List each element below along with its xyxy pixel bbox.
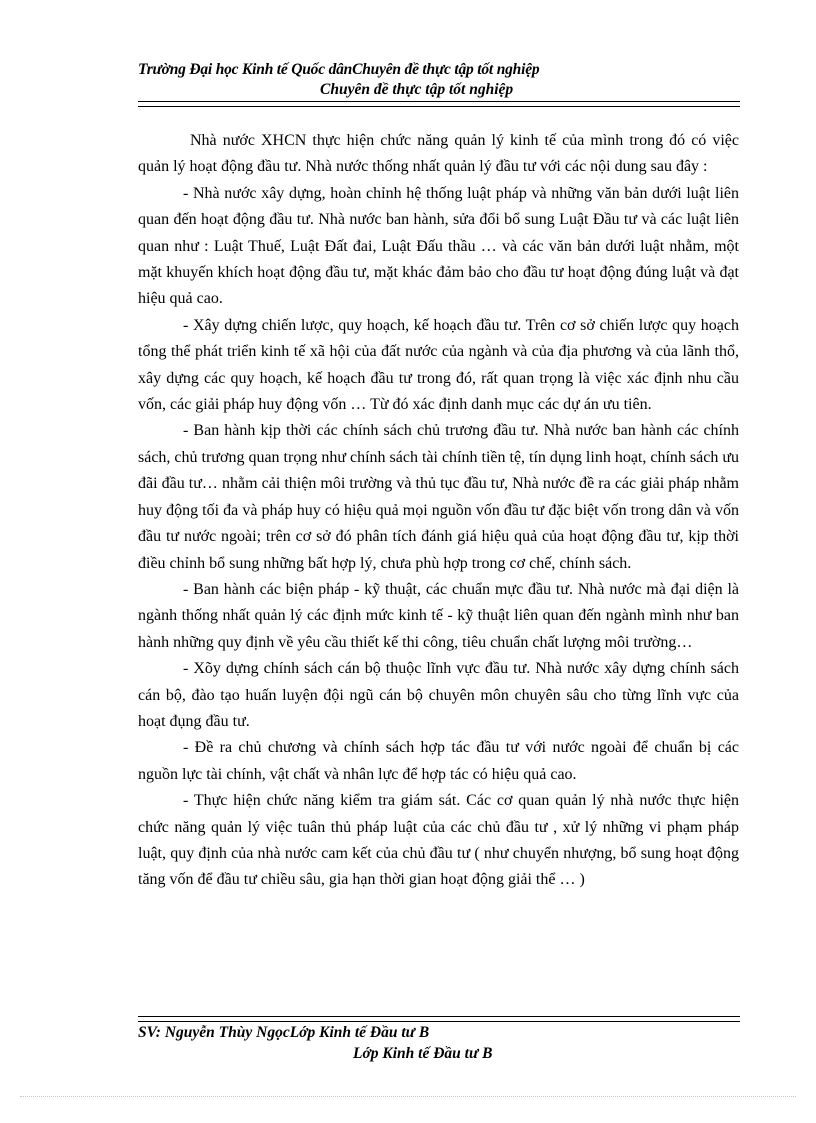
footer-class: Lớp Kinh tế Đầu tư B xyxy=(353,1045,493,1062)
header-divider xyxy=(138,101,740,107)
footer-student: SV: Nguyễn Thùy NgọcLớp Kinh tế Đầu tư B xyxy=(138,1024,430,1041)
header-title: Trường Đại học Kinh tế Quốc dânChuyên đề thực tập tốt nghiệp xyxy=(138,61,540,78)
document-body xyxy=(138,128,739,894)
paragraph-strategy-planning: - Xây dựng chiến lược, quy hoạch, kế hoạch đầu tư. Trên cơ sở chiến lược quy hoạch tổng thể phát triển kinh tế xã hội của đất nước của ngành và của địa phương và của lãnh thổ, xây dựng các quy hoạch, kế hoạch đầu tư trong đó, rất quan trọng là việc xác định nhu cầu vốn, các giải pháp huy động vốn … Từ đó xác định danh mục các dự án ưu tiên. xyxy=(138,316,739,414)
page-footer xyxy=(138,1022,742,1064)
paragraph-policies: - Ban hành kịp thời các chính sách chủ trương đầu tư. Nhà nước ban hành các chính sách, chủ trương quan trọng như chính sách tài chính tiền tệ, tín dụng linh hoạt, chính sách ưu đãi đầu tư… nhằm cải thiện môi trường và thủ tục đầu tư, Nhà nước đề ra các giải pháp nhằm huy động tối đa và pháp huy có hiệu quả mọi nguồn vốn đầu tư đặc biệt vốn trong dân và vốn đầu tư nước ngoài; trên cơ sở đó phân tích đánh giá hiệu quả của hoạt động đầu tư, kịp thời điều chỉnh bổ sung những bất hợp lý, chưa phù hợp trong cơ chế, chính sách. xyxy=(138,422,740,572)
header-subtitle: Chuyên đề thực tập tốt nghiệp xyxy=(320,81,514,98)
page-header xyxy=(138,60,742,100)
page-edge-divider xyxy=(20,1096,796,1097)
paragraph-foreign-cooperation: - Đề ra chủ chương và chính sách hợp tác đầu tư với nước ngoài để chuẩn bị các nguồn lực tài chính, vật chất và nhân lực để hợp tác có hiệu quả cao. xyxy=(138,739,739,783)
paragraph-legal-system: - Nhà nước xây dựng, hoàn chỉnh hệ thống luật pháp và những văn bản dưới luật liên quan đến hoạt động đầu tư. Nhà nước ban hành, sửa đổi bổ sung Luật Đầu tư và các luật liên quan như : Luật Thuế, Luật Đất đai, Luật Đấu thầu … và các văn bản dưới luật nhằm, một mặt khuyến khích hoạt động đầu tư, mặt khác đảm bảo cho đầu tư hoạt động đúng luật và đạt hiệu quả cao. xyxy=(138,184,739,308)
paragraph-intro: Nhà nước XHCN thực hiện chức năng quản lý kinh tế của mình trong đó có việc quản lý hoạt động đầu tư. Nhà nước thống nhất quản lý đầu tư với các nội dung sau đây : xyxy=(138,132,739,176)
paragraph-personnel-policy: - Xõy dựng chính sách cán bộ thuộc lĩnh vực đầu tư. Nhà nước xây dựng chính sách cán bộ, đào tạo huấn luyện đội ngũ cán bộ chuyên môn chuyên sâu cho từng lĩnh vực của hoạt đụng đầu tư. xyxy=(138,660,739,730)
paragraph-technical-standards: - Ban hành các biện pháp - kỹ thuật, các chuẩn mực đầu tư. Nhà nước mà đại diện là ngành thống nhất quản lý các định mức kinh tế - kỹ thuật liên quan đến ngành mình như ban hành những quy định về yêu cầu thiết kế thi công, tiêu chuẩn chất lượng môi trường… xyxy=(138,580,739,651)
paragraph-inspection: - Thực hiện chức năng kiểm tra giám sát. Các cơ quan quản lý nhà nước thực hiện chức năng quản lý việc tuân thủ pháp luật của các chủ đầu tư , xử lý những vi phạm pháp luật, quy định của nhà nước cam kết của chủ đầu tư ( như chuyển nhượng, bổ sung hoạt động tăng vốn để đầu tư chiều sâu, gia hạn thời gian hoạt động giải thể … ) xyxy=(138,792,739,889)
